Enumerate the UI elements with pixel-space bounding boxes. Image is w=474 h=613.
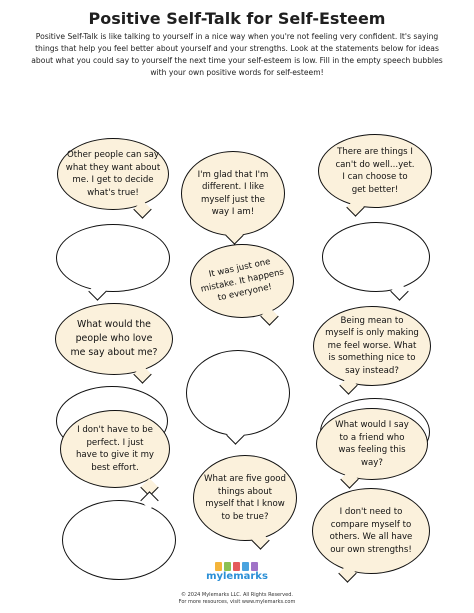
footer [0,562,474,605]
bubble-text: I don't need to compare myself to others. We all have our own strengths! [329,507,413,555]
bubble-text: What would the people who love me say about me? [70,319,158,358]
resources-link[interactable]: For more resources, visit www.mylemarks.com [178,598,296,605]
mylemarks-logo [205,562,269,588]
copyright-text: © 2024 Mylemarks LLC. All Rights Reserved. [181,592,293,598]
speech-bubble-people-who-love-me [55,303,173,375]
speech-bubble-being-mean [313,306,431,386]
speech-bubble-glad-different [181,151,285,236]
bubble-text: Being mean to myself is only making me feel worse. What is something nice to say instead? [325,315,419,376]
speech-bubble-decide-truth [57,138,169,210]
speech-bubble-yet [318,134,432,208]
bubble-text: I'm glad that I'm different. I like myself just the way I am! [197,169,269,217]
empty-speech-bubble[interactable] [322,222,430,292]
bubble-text: There are things I can't do well...yet. I can choose to get better! [335,147,415,195]
logo-wordmark: mylemarks [206,571,268,582]
bubble-text: I don't have to be perfect. I just have to give it my best effort. [75,425,155,473]
bubble-text: Other people can say what they want about me. I get to decide what's true! [65,150,161,198]
bubble-text: What would I say to a friend who was feeling this way? [335,420,409,468]
empty-speech-bubble[interactable] [186,350,290,436]
speech-bubble-friend [316,408,428,480]
empty-speech-bubble[interactable] [56,224,170,292]
speech-bubble-five-good-things [193,455,297,541]
bubble-text: What are five good things about myself that I know to be true? [204,474,286,522]
speech-bubble-not-perfect [60,410,170,488]
page-title: Positive Self-Talk for Self-Esteem [88,9,386,28]
bubble-text: It was just one mistake. It happens to everyone! [199,257,285,304]
speech-bubble-one-mistake [190,244,294,318]
logo-blocks [215,562,258,571]
intro-paragraph: Positive Self-Talk is like talking to yourself in a nice way when you're not feeling very confident. It's saying things that help you feel better about yourself and your strengths. Look at the statements below for ideas about what you could say to yourself the next time your self-esteem is low. Fill in the empty speech bubbles with your own positive words for self-esteem! [31,32,443,77]
